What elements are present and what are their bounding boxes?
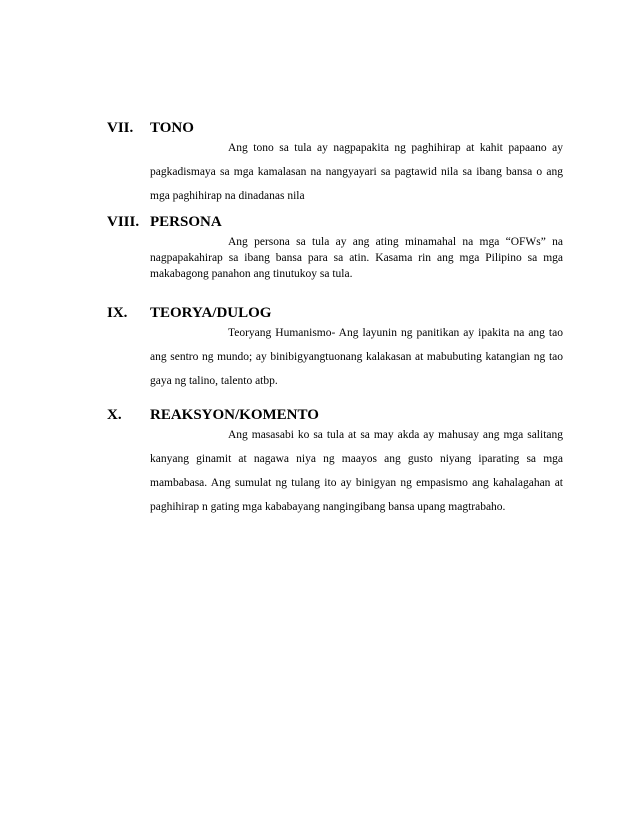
section-title: TEORYA/DULOG	[150, 305, 272, 321]
section-number: X.	[107, 407, 122, 423]
section-tono	[0, 118, 638, 208]
section-title: PERSONA	[150, 214, 222, 230]
section-heading	[0, 212, 638, 232]
section-title: TONO	[150, 120, 194, 136]
section-heading	[0, 405, 638, 425]
section-body: Teoryang Humanismo- Ang layunin ng panitikan ay ipakita na ang tao ang sentro ng mundo; ay binibigyangtuonang kalakasan at mabubuting katangian ng tao gaya ng talino, talento atbp.	[150, 327, 563, 387]
section-heading	[0, 118, 638, 138]
section-number: IX.	[107, 305, 128, 321]
section-title: REAKSYON/KOMENTO	[150, 407, 319, 423]
section-persona	[0, 212, 638, 282]
section-heading	[0, 303, 638, 323]
section-number: VIII.	[107, 214, 140, 230]
section-number: VII.	[107, 120, 134, 136]
section-teorya-dulog	[0, 303, 638, 393]
section-reaksyon-komento	[0, 405, 638, 519]
section-body: Ang masasabi ko sa tula at sa may akda ay mahusay ang mga salitang kanyang ginamit at nagawa niya ng maayos ang gusto niyang iparating sa mga mambabasa. Ang sumulat ng tulang ito ay binigyan ng empasismo ang kahalagahan at paghihirap n gating mga kababayang nangingibang bansa upang magtrabaho.	[150, 429, 563, 513]
section-body: Ang tono sa tula ay nagpapakita ng paghihirap at kahit papaano ay pagkadismaya sa mga kamalasan na nangyayari sa pagtawid nila sa ibang bansa o ang mga paghihirap na dinadanas nila	[150, 142, 563, 202]
section-body: Ang persona sa tula ay ang ating minamahal na mga “OFWs” na nagpapakahirap sa ibang bansa para sa atin. Kasama rin ang mga Pilipino sa mga makabagong panahon ang tinutukoy sa tula.	[150, 236, 563, 280]
